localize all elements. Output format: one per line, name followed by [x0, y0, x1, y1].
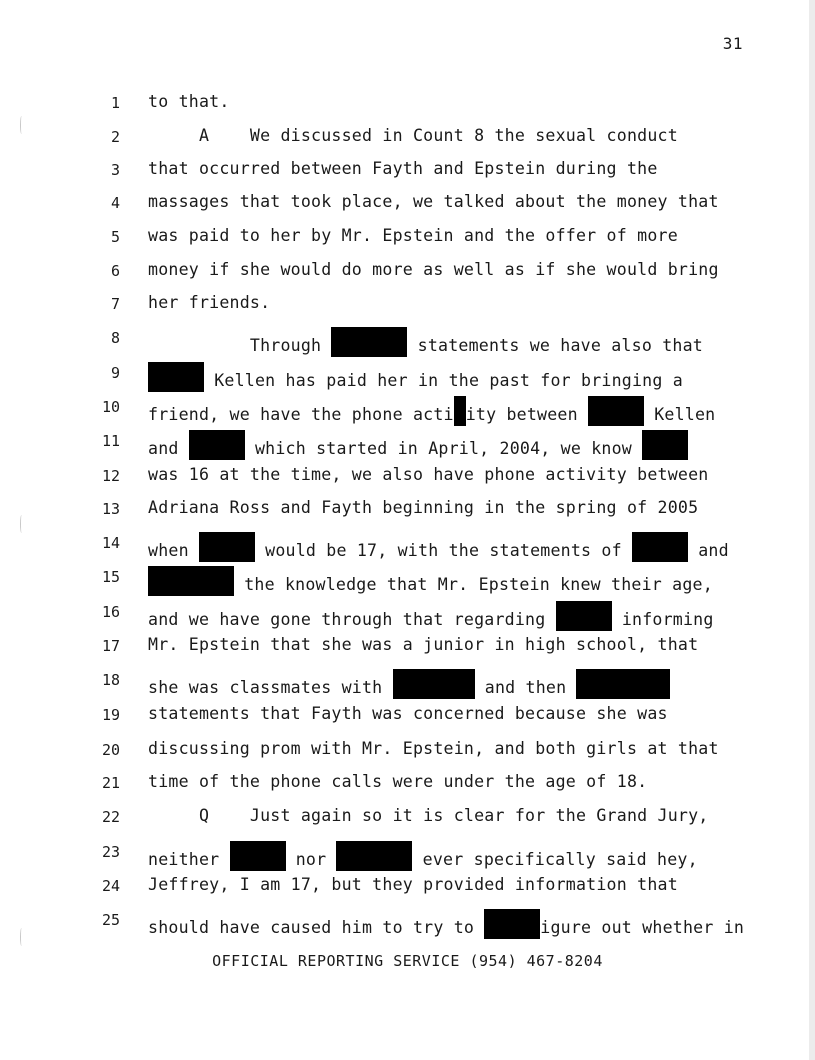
line-text: Mr. Epstein that she was a junior in high school, that	[148, 635, 699, 654]
line-text: discussing prom with Mr. Epstein, and both girls at that	[148, 739, 719, 758]
transcript-line	[148, 498, 698, 517]
transcript-line	[148, 362, 683, 392]
redaction-box	[484, 909, 540, 939]
redaction-box	[642, 430, 688, 460]
transcript-line	[148, 841, 698, 871]
line-text: that occurred between Fayth and Epstein during the	[148, 159, 658, 178]
transcript-line	[148, 909, 744, 939]
line-text: and then	[474, 678, 577, 697]
line-text: Adriana Ross and Fayth beginning in the spring of 2005	[148, 498, 699, 517]
line-number: 15	[101, 568, 120, 586]
transcript-line	[148, 126, 678, 145]
redaction-box	[336, 841, 412, 871]
transcript-line	[148, 92, 230, 111]
line-text: Jeffrey, I am 17, but they provided information that	[148, 875, 678, 894]
line-text: the knowledge that Mr. Epstein knew their age,	[234, 575, 713, 594]
line-number: 8	[110, 329, 120, 347]
transcript-line	[148, 566, 713, 596]
margin-mark	[20, 928, 23, 946]
transcript-line	[148, 772, 647, 791]
line-text: massages that took place, we talked about the money that	[148, 192, 719, 211]
line-number: 20	[101, 741, 120, 759]
line-text: statements we have also that	[407, 336, 703, 355]
transcript-line	[148, 159, 658, 178]
line-text: would be 17, with the statements of	[254, 541, 632, 560]
line-number: 9	[110, 364, 120, 382]
line-number: 11	[101, 432, 120, 450]
line-text: to that.	[148, 92, 230, 111]
line-number: 14	[101, 534, 120, 552]
line-text: and	[688, 541, 729, 560]
line-text: and	[148, 439, 189, 458]
line-text: money if she would do more as well as if she would bring	[148, 260, 719, 279]
redaction-box	[454, 396, 466, 426]
transcript-line	[148, 532, 729, 562]
transcript-line	[148, 293, 270, 312]
line-text: informing	[611, 610, 714, 629]
line-text: igure out whether in	[540, 918, 745, 937]
line-text: time of the phone calls were under the age of 18.	[148, 772, 648, 791]
transcript-line	[148, 806, 708, 825]
line-text: nor	[285, 850, 337, 869]
redaction-box	[189, 430, 245, 460]
line-text: Kellen has paid her in the past for bringing a	[204, 371, 683, 390]
redaction-box	[199, 532, 255, 562]
transcript-line	[148, 396, 715, 426]
line-number: 24	[101, 877, 120, 895]
line-number: 16	[101, 603, 120, 621]
redaction-box	[230, 841, 286, 871]
margin-mark	[20, 515, 23, 533]
transcript-line	[148, 601, 714, 631]
line-text: should have caused him to try to	[148, 918, 485, 937]
redaction-box	[148, 362, 204, 392]
line-number: 10	[101, 398, 120, 416]
line-text: Kellen	[644, 405, 716, 424]
line-text: ity between	[465, 405, 589, 424]
line-number: 3	[110, 161, 120, 179]
line-number: 22	[101, 808, 120, 826]
line-number: 18	[101, 671, 120, 689]
transcript-line	[148, 704, 668, 723]
line-number: 7	[110, 295, 120, 313]
line-text: statements that Fayth was concerned because she was	[148, 704, 668, 723]
redaction-box	[331, 327, 407, 357]
redaction-box	[148, 566, 234, 596]
redaction-box	[588, 396, 644, 426]
line-number: 21	[101, 774, 120, 792]
line-number: 13	[101, 500, 120, 518]
line-text: ever specifically said hey,	[412, 850, 698, 869]
line-number: 1	[110, 94, 120, 112]
reporting-service-footer: OFFICIAL REPORTING SERVICE (954) 467-8204	[212, 952, 603, 970]
redaction-box	[556, 601, 612, 631]
transcript-line	[148, 192, 719, 211]
transcript-line	[148, 260, 719, 279]
line-number: 23	[101, 843, 120, 861]
line-number: 6	[110, 262, 120, 280]
line-text: when	[148, 541, 199, 560]
line-text: was paid to her by Mr. Epstein and the offer of more	[148, 226, 678, 245]
line-text: was 16 at the time, we also have phone activity between	[148, 465, 709, 484]
line-number: 19	[101, 706, 120, 724]
transcript-line	[148, 669, 670, 699]
line-text: Through	[148, 336, 332, 355]
line-text: she was classmates with	[148, 678, 393, 697]
transcript-line	[148, 635, 698, 654]
line-text: which started in April, 2004, we know	[244, 439, 643, 458]
line-number: 25	[101, 911, 120, 929]
transcript-line	[148, 875, 678, 894]
transcript-line	[148, 430, 688, 460]
transcript-line	[148, 739, 719, 758]
line-text: her friends.	[148, 293, 271, 312]
line-text: Q Just again so it is clear for the Grand Jury,	[148, 806, 709, 825]
line-text: neither	[148, 850, 230, 869]
line-number: 2	[110, 128, 120, 146]
page-number: 31	[722, 34, 743, 53]
scan-edge	[809, 0, 815, 1060]
line-number: 4	[110, 194, 120, 212]
redaction-box	[393, 669, 475, 699]
line-number: 17	[101, 637, 120, 655]
line-number: 5	[110, 228, 120, 246]
redaction-box	[576, 669, 670, 699]
transcript-line	[148, 465, 708, 484]
transcript-line	[148, 226, 678, 245]
line-text: and we have gone through that regarding	[148, 610, 556, 629]
margin-mark	[20, 116, 23, 134]
transcript-line	[148, 327, 703, 357]
line-text: A We discussed in Count 8 the sexual conduct	[148, 126, 678, 145]
line-text: friend, we have the phone acti	[148, 405, 454, 424]
redaction-box	[632, 532, 688, 562]
line-number: 12	[101, 467, 120, 485]
